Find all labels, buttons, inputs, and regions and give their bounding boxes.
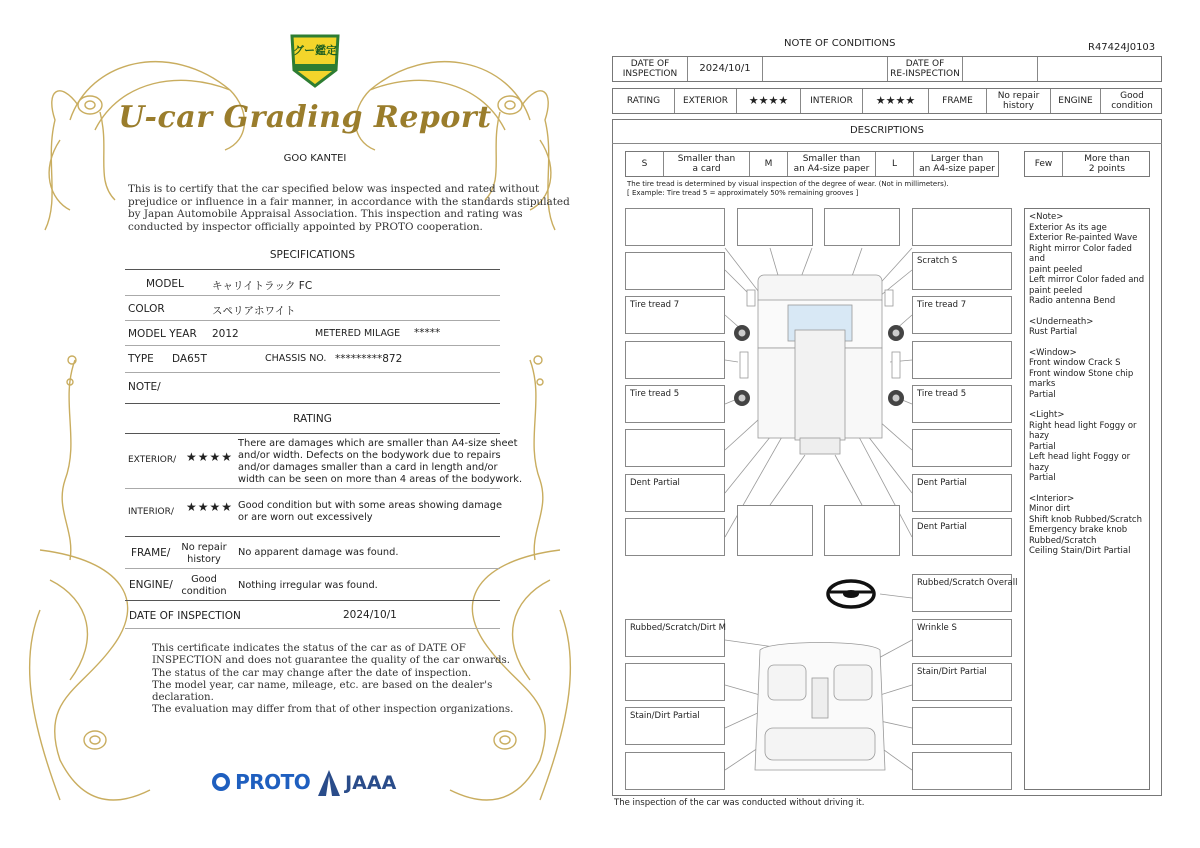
inspection-footer-note: The inspection of the car was conducted without driving it.	[614, 798, 865, 808]
disclaimer-line: declaration.	[152, 692, 214, 704]
engine-value-line: condition	[181, 586, 227, 597]
note-line: <Interior>	[1029, 493, 1075, 504]
engine-value-line: Good	[191, 574, 217, 585]
frame-value-line: No repair	[997, 91, 1040, 101]
interior-stars: ★★★★	[186, 500, 234, 514]
frame-label: FRAME/	[131, 547, 171, 559]
divider	[125, 600, 500, 601]
annotation-box	[625, 518, 725, 556]
intro-paragraph	[128, 183, 570, 233]
annotation-box	[737, 208, 813, 246]
proto-logo-icon	[212, 773, 230, 791]
legend-few-line: 2 points	[1088, 164, 1126, 174]
badge-text: グー鑑定	[293, 44, 337, 57]
divider	[125, 488, 500, 489]
type-value: DA65T	[172, 353, 207, 365]
engine-value-line: Good	[1120, 91, 1144, 101]
frame-value-line: history	[1003, 101, 1034, 111]
disclaimer-line: The evaluation may differ from that of other inspection organizations.	[152, 704, 514, 716]
model-label: MODEL	[146, 278, 184, 290]
rating-label-cell: RATING	[613, 89, 675, 113]
legend-m-line: an A4-size paper	[793, 164, 870, 174]
model-value: キャリイトラック FC	[212, 280, 313, 292]
note-line: Partial	[1029, 473, 1056, 483]
descriptions-heading: DESCRIPTIONS	[849, 125, 925, 136]
note-spacer	[1029, 307, 1145, 317]
tire-note-line: [ Example: Tire tread 5 = approximately 50% remaining grooves ]	[627, 189, 859, 197]
disclaimer-line: The status of the car may change after the date of inspection.	[152, 667, 472, 679]
exterior-desc-line: width can be seen on more than 4 areas of the bodywork.	[238, 474, 523, 485]
note-line: Front window Stone chip marks	[1029, 368, 1134, 389]
annotation-box	[912, 429, 1012, 467]
annotation-box: Rubbed/Scratch/Dirt M	[625, 619, 725, 657]
annotation-box	[625, 429, 725, 467]
divider	[125, 372, 500, 373]
exterior-desc-line: There are damages which are smaller than A4-size sheet	[238, 438, 518, 449]
frame-description: No apparent damage was found.	[238, 547, 399, 558]
divider	[125, 403, 500, 404]
divider	[125, 269, 500, 270]
mileage-label: METERED MILAGE	[315, 328, 401, 339]
annotation-box	[912, 341, 1012, 379]
color-label: COLOR	[128, 303, 165, 315]
note-line: Rust Partial	[1029, 327, 1078, 337]
annotation-box: Stain/Dirt Partial	[912, 663, 1012, 701]
exterior-stars-cell: ★★★★	[737, 89, 801, 113]
chassis-label: CHASSIS NO.	[265, 353, 327, 364]
annotation-box	[737, 505, 813, 556]
reference-number: R47424J0103	[1088, 42, 1156, 53]
note-line: paint peeled	[1029, 264, 1083, 275]
frame-value-line: history	[187, 554, 221, 565]
annotation-box	[625, 208, 725, 246]
note-line: Radio antenna Bend	[1029, 296, 1116, 306]
steering-wheel-icon	[828, 581, 874, 607]
engine-label-cell: ENGINE	[1051, 89, 1101, 113]
reinspection-label-line: DATE OF	[905, 59, 945, 69]
annotation-box	[912, 752, 1012, 790]
disclaimer-line: The model year, car name, mileage, etc. are based on the dealer's	[152, 679, 493, 691]
legend-m: M	[750, 152, 788, 176]
annotation-box: Tire tread 5	[625, 385, 725, 423]
annotation-box: Tire tread 7	[625, 296, 725, 334]
divider	[125, 320, 500, 321]
note-spacer	[1029, 484, 1145, 494]
doi-label-line: DATE OF	[630, 59, 670, 69]
legend-s-line: a card	[692, 164, 721, 174]
note-line: Minor dirt	[1029, 504, 1071, 514]
legend-l-line: an A4-size paper	[919, 164, 995, 174]
date-of-inspection-label: DATE OF INSPECTION	[129, 610, 241, 622]
note-line: Partial	[1029, 389, 1056, 400]
annotation-box	[912, 208, 1012, 246]
color-value: スペリアホワイト	[212, 305, 296, 317]
note-line: Right mirror Color faded and	[1029, 243, 1132, 264]
disclaimer-paragraph	[152, 643, 513, 717]
note-label: NOTE/	[128, 381, 161, 393]
note-line: <Window>	[1029, 347, 1077, 358]
intro-line: by Japan Automobile Appraisal Association. This inspection and rating was	[128, 208, 523, 220]
exterior-label: EXTERIOR/	[128, 455, 177, 465]
goo-kantei-badge	[288, 30, 342, 88]
note-line: Ceiling Stain/Dirt Partial	[1029, 546, 1131, 556]
annotation-box: Dent Partial	[912, 518, 1012, 556]
annotation-box: Tire tread 5	[912, 385, 1012, 423]
note-line: Front window Crack S	[1029, 358, 1121, 368]
exterior-description	[238, 438, 522, 486]
type-label: TYPE	[128, 353, 154, 365]
note-line: Exterior Re-painted Wave	[1029, 233, 1138, 243]
exterior-desc-line: and/or damages smaller than a card in length and/or	[238, 462, 498, 473]
annotation-box	[625, 341, 725, 379]
divider	[125, 568, 500, 569]
chassis-value: *********872	[335, 353, 403, 365]
engine-value	[172, 574, 236, 598]
legend-l: L	[876, 152, 914, 176]
interior-desc-line: or are worn out excessively	[238, 512, 373, 523]
legend-s-line: Smaller than	[677, 154, 736, 164]
note-line: paint peeled	[1029, 285, 1083, 296]
annotation-box: Wrinkle S	[912, 619, 1012, 657]
note-of-conditions	[600, 0, 1200, 848]
annotation-box	[912, 707, 1012, 745]
proto-logo	[212, 770, 310, 794]
exterior-label-cell: EXTERIOR	[675, 89, 737, 113]
note-line: Right head light Foggy or hazy	[1029, 420, 1137, 441]
annotation-box: Dent Partial	[625, 474, 725, 512]
note-line: <Note>	[1029, 212, 1064, 222]
legend-s: S	[626, 152, 664, 176]
legend-few: Few	[1025, 152, 1063, 176]
engine-label: ENGINE/	[129, 579, 173, 591]
model-year-label: MODEL YEAR	[128, 328, 197, 340]
disclaimer-line: This certificate indicates the status of the car as of DATE OF	[152, 643, 466, 654]
date-of-inspection-value: 2024/10/1	[343, 609, 397, 621]
note-line: <Underneath>	[1029, 316, 1094, 327]
annotation-box	[824, 208, 900, 246]
exterior-desc-line: and/or width. Defects on the bodywork due to repairs	[238, 450, 501, 461]
legend-l-line: Larger than	[930, 154, 984, 164]
rating-heading: RATING	[293, 413, 332, 425]
annotation-box: Dent Partial	[912, 474, 1012, 512]
divider	[125, 295, 500, 296]
note-spacer	[1029, 338, 1145, 348]
note-line: <Light>	[1029, 410, 1065, 420]
frame-value-line: No repair	[181, 542, 227, 553]
divider	[125, 433, 500, 434]
note-title: NOTE OF CONDITIONS	[784, 38, 896, 49]
intro-line: conducted by inspector officially appointed by PROTO cooperation.	[128, 220, 483, 233]
exterior-stars: ★★★★	[186, 450, 234, 464]
annotation-box	[625, 252, 725, 290]
note-line: Exterior As its age	[1029, 222, 1107, 233]
note-line: Left mirror Color faded and	[1029, 275, 1145, 285]
divider	[125, 628, 500, 629]
interior-description	[238, 500, 502, 524]
certificate-subtitle: GOO KANTEI	[283, 153, 347, 164]
proto-logo-text: PROTO	[235, 770, 311, 794]
interior-label-cell: INTERIOR	[801, 89, 863, 113]
note-spacer	[1029, 400, 1145, 410]
mileage-value: *****	[414, 327, 441, 339]
divider	[125, 345, 500, 346]
frame-value	[172, 542, 236, 566]
doi-label-line: INSPECTION	[622, 69, 678, 79]
divider	[125, 536, 500, 537]
annotation-box	[625, 663, 725, 701]
notes-panel	[1024, 208, 1150, 790]
specifications-heading: SPECIFICATIONS	[269, 249, 356, 261]
annotation-box: Tire tread 7	[912, 296, 1012, 334]
certificate-title: U-car Grading Report	[118, 100, 492, 135]
annotation-box: Stain/Dirt Partial	[625, 707, 725, 745]
annotation-box	[824, 505, 900, 556]
model-year-value: 2012	[212, 328, 239, 340]
reinspection-label-line: RE-INSPECTION	[890, 69, 960, 79]
doi-value-cell: 2024/10/1	[688, 57, 763, 81]
note-line: Partial	[1029, 441, 1056, 452]
legend-few-line: More than	[1084, 154, 1130, 164]
frame-label-cell: FRAME	[929, 89, 987, 113]
note-line: Rubbed/Scratch	[1029, 535, 1097, 546]
jaaa-logo-icon	[318, 770, 340, 796]
engine-description: Nothing irregular was found.	[238, 580, 378, 591]
jaaa-logo-text: JAAA	[345, 772, 397, 794]
interior-desc-line: Good condition but with some areas showing damage	[238, 500, 503, 511]
interior-label: INTERIOR/	[128, 507, 174, 517]
legend-m-line: Smaller than	[802, 154, 861, 164]
tire-note-line: The tire tread is determined by visual inspection of the degree of wear. (Not in millimeters).	[627, 180, 949, 188]
jaaa-logo	[318, 770, 396, 796]
annotation-box	[625, 752, 725, 790]
annotation-box: Rubbed/Scratch Overall	[912, 574, 1012, 612]
note-line: Emergency brake knob	[1029, 525, 1128, 535]
annotation-box: Scratch S	[912, 252, 1012, 290]
interior-stars-cell: ★★★★	[863, 89, 929, 113]
disclaimer-line: INSPECTION and does not guarantee the quality of the car onwards.	[152, 655, 510, 667]
intro-line: This is to certify that the car specified below was inspected and rated without	[128, 183, 540, 195]
note-line: Left head light Foggy or hazy	[1029, 452, 1131, 473]
note-line: Shift knob Rubbed/Scratch	[1029, 514, 1142, 525]
engine-value-line: condition	[1111, 101, 1153, 111]
intro-line: prejudice or influence in a fair manner, in accordance with the standards stipulated	[128, 195, 570, 208]
